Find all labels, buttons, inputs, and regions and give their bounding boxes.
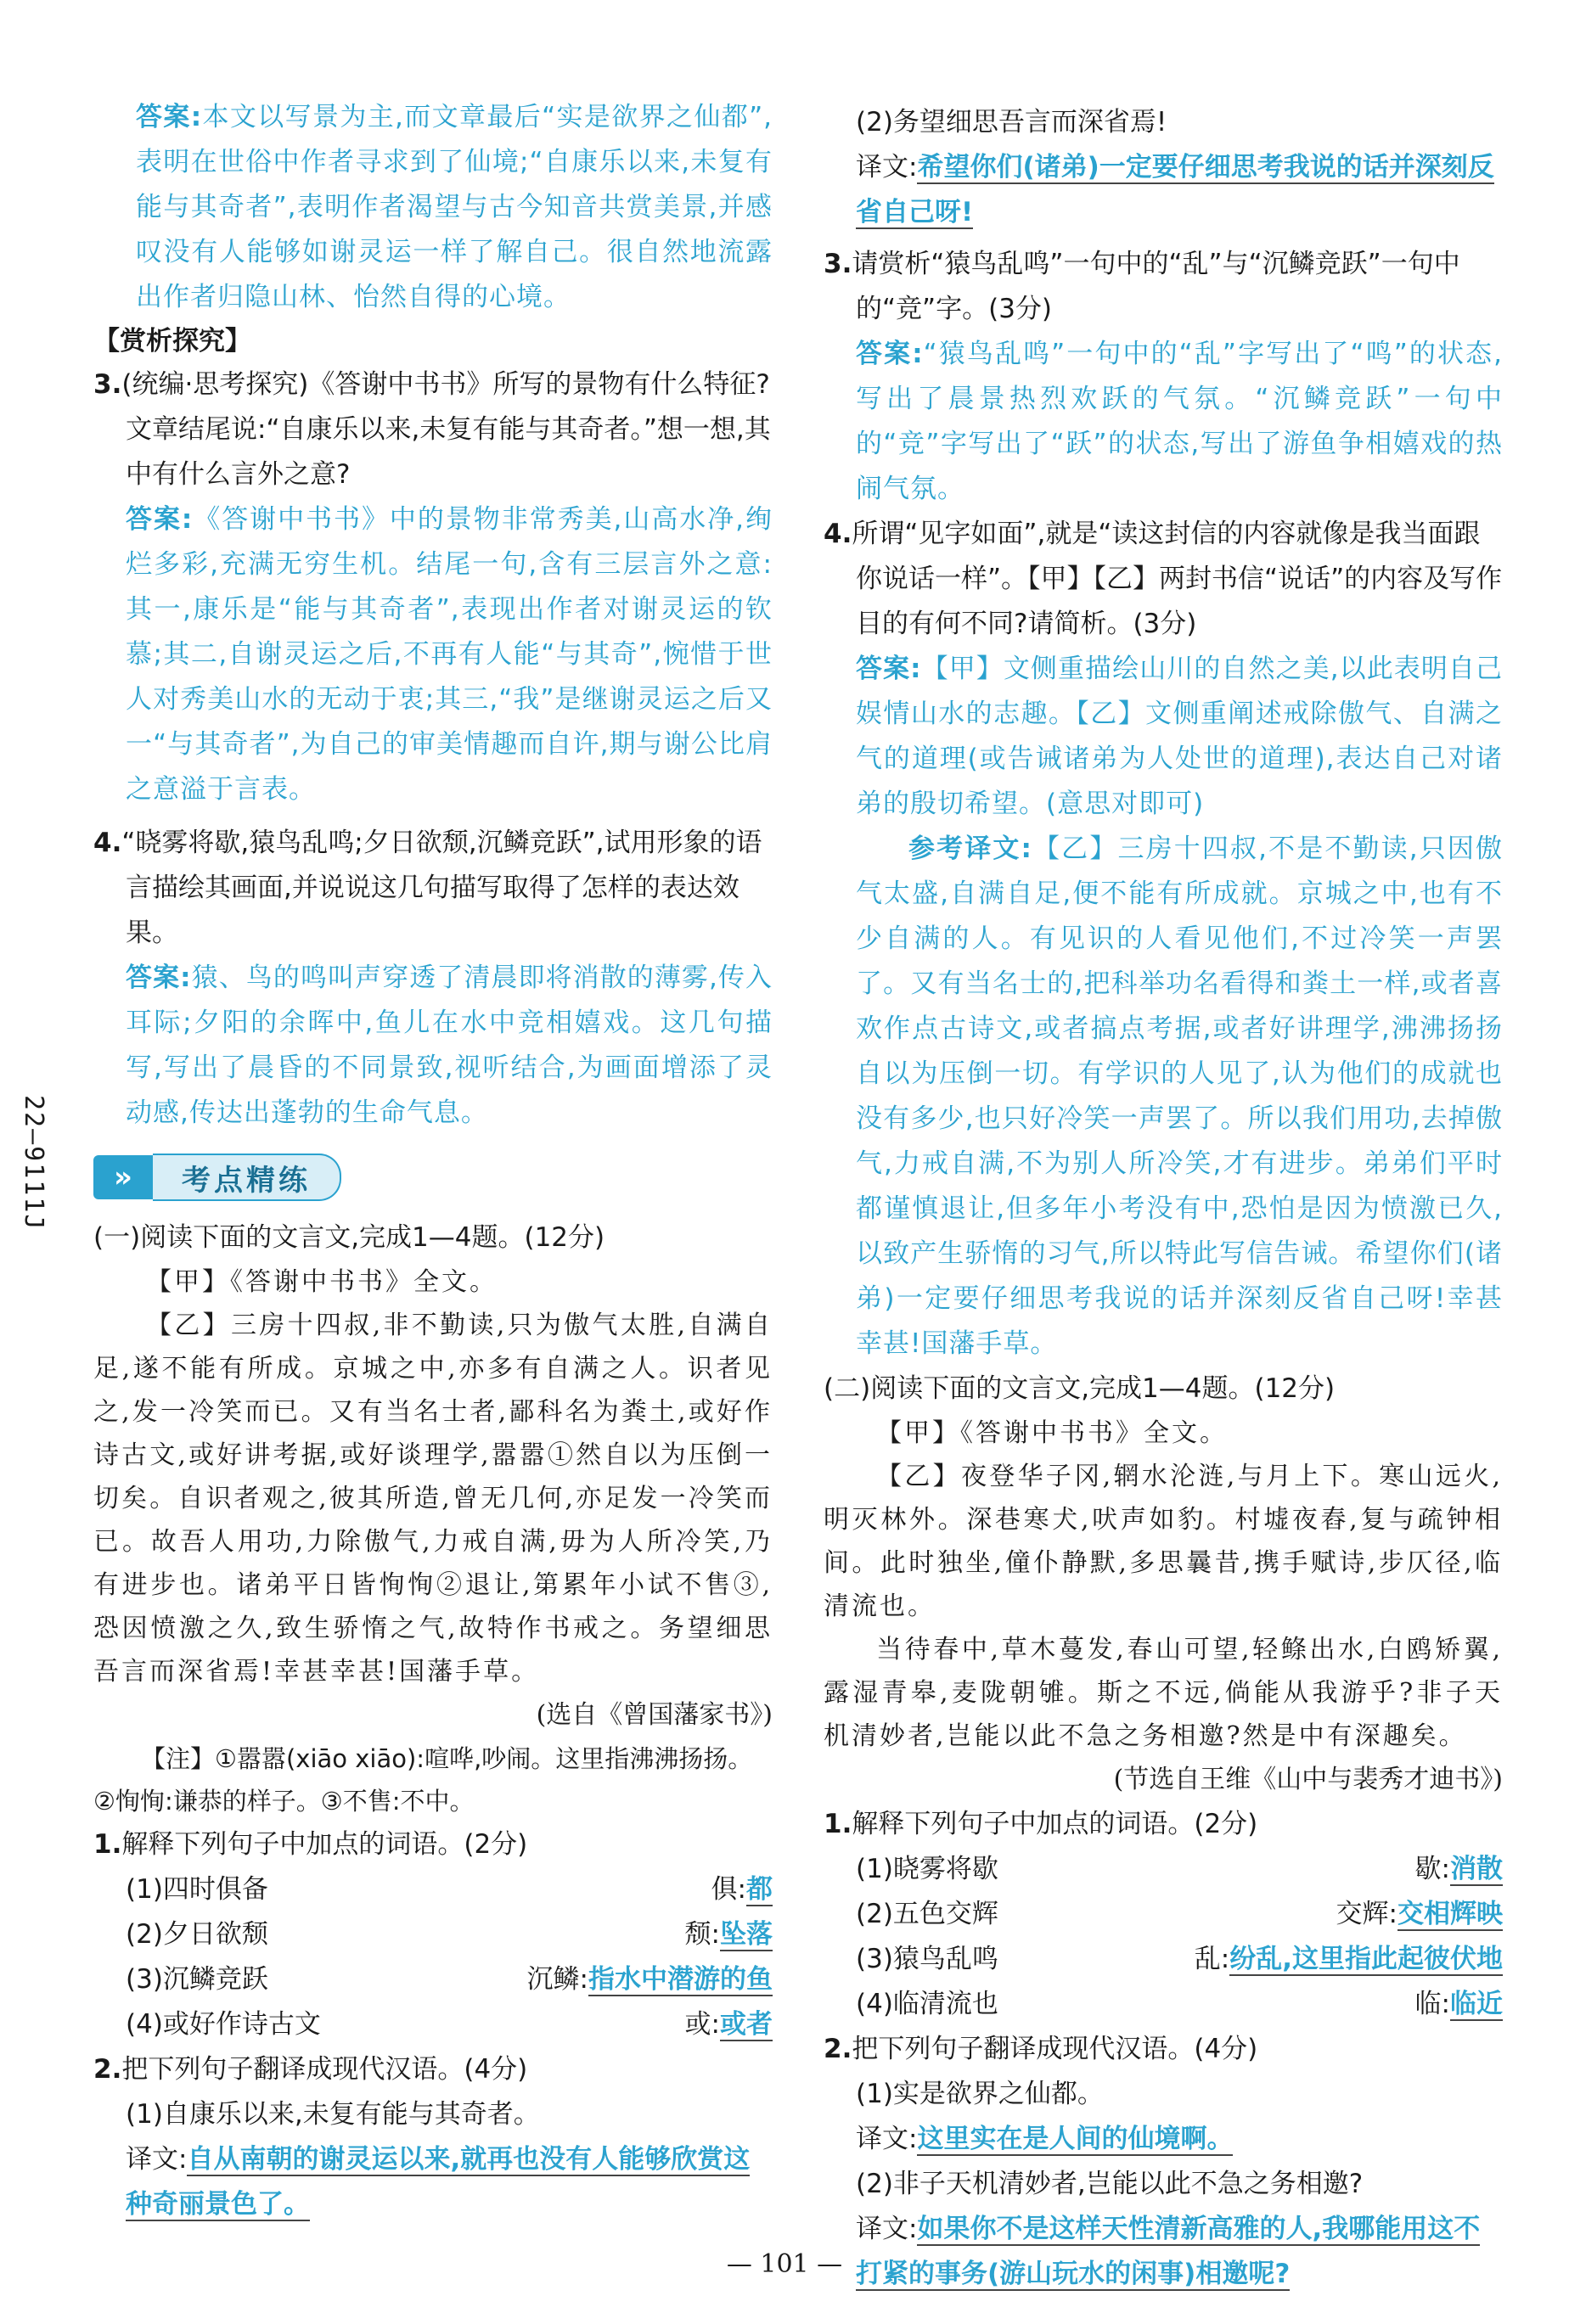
translate-sentence-r2: (2)非子天机清妙者,岂能以此不急之务相邀? — [856, 2169, 1364, 2199]
translation-2: 译文:希望你们(诸弟)一定要仔细思考我说的话并深刻反省自己呀! — [856, 152, 1494, 227]
answer-4-right: 答案:【甲】文侧重描绘山川的自然之美,以此表明自己娱情山水的志趣。【乙】文侧重阐述戒除傲气、自满之气的道理(或告诫诸弟为人处世的道理),表达自己对诸弟的殷切希望。(意思对即可) — [856, 654, 1503, 819]
left-column — [93, 95, 773, 2227]
side-code: 22—9111J — [19, 1095, 48, 1232]
part1-intro: (一)阅读下面的文言文,完成1—4题。(12分) — [93, 1222, 605, 1253]
question-2-right: 2.把下列句子翻译成现代汉语。(4分) — [824, 2034, 1258, 2064]
passage-yi-2b: 当待春中,草木蔓发,春山可望,轻鲦出水,白鸥矫翼,露湿青皋,麦陇朝雊。斯之不远,倘能从我游乎?非子天机清妙者,岂能以此不急之务相邀?然是中有深趣矣。 — [824, 1635, 1503, 1751]
question-3-right: 3.请赏析“猿鸟乱鸣”一句中的“乱”与“沉鳞竞跃”一句中的“竞”字。(3分) — [824, 249, 1460, 324]
vocab-row: (2)夕日欲颓 颓:坠落 — [126, 1919, 773, 1950]
question-4: 4.“晓雾将歇,猿鸟乱鸣;夕日欲颓,沉鳞竞跃”,试用形象的语言描绘其画面,并说说这几句描写取得了怎样的表达效果。 — [93, 828, 762, 948]
reference-translation: 参考译文:【乙】三房十四叔,不是不勤读,只因傲气太盛,自满自足,便不能有所成就。京城之中,也有不少自满的人。有见识的人看见他们,不过冷笑一声罢了。又有当名士的,把科举功名看得和粪土一样,或者喜欢作点古诗文,或者搞点考据,或者好讲理学,沸沸扬扬自以为压倒一切。有学识的人见了,认为他们的成就也没有多少,也只好冷笑一声罢了。所以我们用功,去掉傲气,力戒自满,不为别人所冷笑,才有进步。弟弟们平时都谨慎退让,但多年小考没有中,恐怕是因为愤激已久,以致产生骄惰的习气,所以特此写信告诫。希望你们(诸弟)一定要仔细思考我说的话并深刻反省自己呀!幸甚幸甚!国藩手草。 — [856, 834, 1503, 1359]
question-2: 2.把下列句子翻译成现代汉语。(4分) — [93, 2054, 528, 2085]
answer-3-right: 答案:“猿鸟乱鸣”一句中的“乱”字写出了“鸣”的状态,写出了晨景热烈欢跃的气氛。“沉鳞竞跃”一句中的“竞”字写出了“跃”的状态,写出了游鱼争相嬉戏的热闹气氛。 — [856, 339, 1503, 504]
answer-1: 答案:本文以写景为主,而文章最后“实是欲界之仙都”,表明在世俗中作者寻求到了仙境;“自康乐以来,未复有能与其奇者”,表明作者渴望与古今知音共赏美景,并感叹没有人能够如谢灵运一样了解自己。很自然地流露出作者归隐山林、怡然自得的心境。 — [136, 102, 773, 312]
double-chevron-icon: » — [93, 1155, 153, 1199]
translate-sentence-2: (2)务望细思吾言而深省焉! — [856, 107, 1167, 138]
vocab-row: (4)临清流也 临:临近 — [856, 1989, 1503, 2019]
passage-note: 【注】①嚣嚣(xiāo xiāo):喧哗,吵闹。这里指沸沸扬扬。②恂恂:谦恭的样子。③不售:不中。 — [93, 1744, 753, 1816]
kaodian-title: 考点精练 — [153, 1154, 341, 1201]
passage-jia-2: 【甲】《答谢中书书》全文。 — [876, 1418, 1228, 1448]
vocab-row: (2)五色交辉 交辉:交相辉映 — [856, 1899, 1503, 1929]
section-appreciation: 【赏析探究】 — [93, 326, 251, 356]
passage-yi: 【乙】三房十四叔,非不勤读,只为傲气太胜,自满自足,遂不能有所成。京城之中,亦多有自满之人。识者见之,发一冷笑而已。又有当名士者,鄙科名为粪土,或好作诗古文,或好讲考据,或好谈理学,嚣嚣①然自以为压倒一切矣。自识者观之,彼其所造,曾无几何,亦足发一冷笑而已。故吾人用功,力除傲气,力戒自满,毋为人所冷笑,乃有进步也。诸弟平日皆恂恂②退让,第累年小试不售③,恐因愤激之久,致生骄惰之气,故特作书戒之。务望细思吾言而深省焉!幸甚幸甚!国藩手草。 — [93, 1311, 773, 1687]
answer-3: 答案:《答谢中书书》中的景物非常秀美,山高水净,绚烂多彩,充满无穷生机。结尾一句,含有三层言外之意:其一,康乐是“能与其奇者”,表现出作者对谢灵运的钦慕;其二,自谢灵运之后,不再有人能“与其奇”,惋惜于世人对秀美山水的无动于衷;其三,“我”是继谢灵运之后又一“与其奇者”,为自己的审美情趣而自许,期与谢公比肩之意溢于言表。 — [126, 504, 773, 805]
vocab-row: (4)或好作诗古文 或:或者 — [126, 2009, 773, 2040]
translation-r1: 译文:这里实在是人间的仙境啊。 — [856, 2124, 1234, 2154]
translate-sentence-1: (1)自康乐以来,未复有能与其奇者。 — [126, 2099, 540, 2130]
question-3: 3.(统编·思考探究)《答谢中书书》所写的景物有什么特征?文章结尾说:“自康乐以来,未复有能与其奇者。”想一想,其中有什么言外之意? — [93, 369, 771, 490]
vocab-row: (1)晓雾将歇 歇:消散 — [856, 1854, 1503, 1884]
passage-source-2: (节选自王维《山中与裴秀才迪书》) — [1113, 1765, 1503, 1794]
vocab-row: (3)猿鸟乱鸣 乱:纷乱,这里指此起彼伏地 — [856, 1944, 1503, 1974]
translation-1: 译文:自从南朝的谢灵运以来,就再也没有人能够欣赏这种奇丽景色了。 — [126, 2144, 751, 2220]
translate-sentence-r1: (1)实是欲界之仙都。 — [856, 2079, 1104, 2109]
part2-intro: (二)阅读下面的文言文,完成1—4题。(12分) — [824, 1373, 1336, 1404]
translation-r2: 译文:如果你不是这样天性清新高雅的人,我哪能用这不打紧的事务(游山玩水的闲事)相邀呢? — [856, 2214, 1481, 2289]
passage-source: (选自《曾国藩家书》) — [536, 1700, 773, 1730]
passage-jia: 【甲】《答谢中书书》全文。 — [146, 1267, 498, 1297]
page-number: — 101 — — [726, 2249, 843, 2279]
right-column — [824, 100, 1503, 2297]
answer-4: 答案:猿、鸟的鸣叫声穿透了清晨即将消散的薄雾,传入耳际;夕阳的余晖中,鱼儿在水中竞相嬉戏。这几句描写,写出了晨昏的不同景致,视听结合,为画面增添了灵动感,传达出蓬勃的生命气息。 — [126, 963, 773, 1128]
question-1-right: 1.解释下列句子中加点的词语。(2分) — [824, 1809, 1258, 1839]
passage-yi-2a: 【乙】夜登华子冈,辋水沦涟,与月上下。寒山远火,明灭林外。深巷寒犬,吠声如豹。村墟夜舂,复与疏钟相间。此时独坐,僮仆静默,多思曩昔,携手赋诗,步仄径,临清流也。 — [824, 1462, 1503, 1621]
kaodian-banner — [93, 1148, 773, 1207]
question-4-right: 4.所谓“见字如面”,就是“读这封信的内容就像是我当面跟你说话一样”。【甲】【乙】两封书信“说话”的内容及写作目的有何不同?请简析。(3分) — [824, 519, 1503, 639]
vocab-row: (1)四时俱备 俱:都 — [126, 1874, 773, 1905]
question-1: 1.解释下列句子中加点的词语。(2分) — [93, 1829, 528, 1860]
vocab-row: (3)沉鳞竞跃 沉鳞:指水中潜游的鱼 — [126, 1964, 773, 1995]
